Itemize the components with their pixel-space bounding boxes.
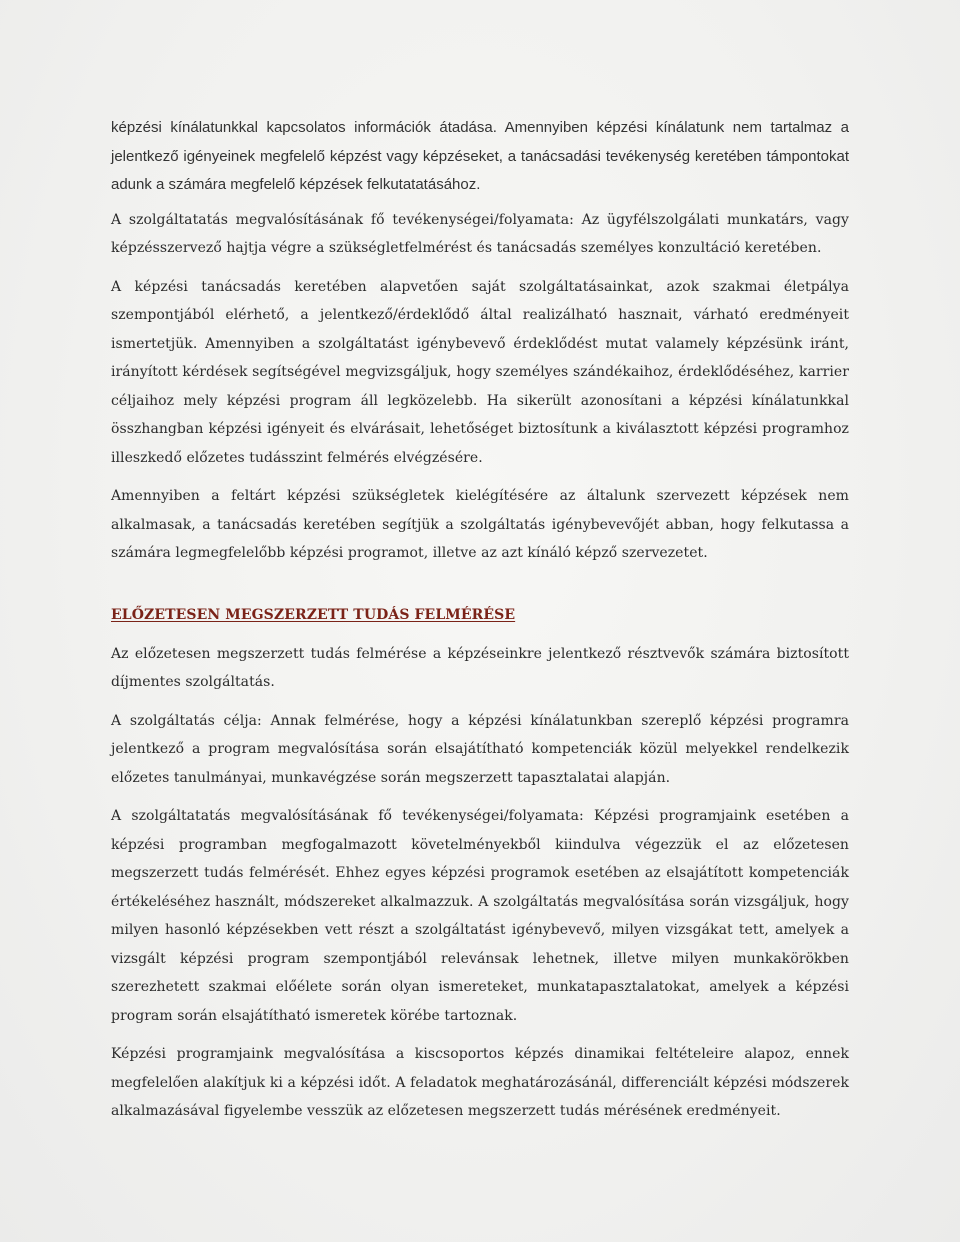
section1-paragraph-2: A képzési tanácsadás keretében alapvetően saját szolgáltatásainkat, azok szakmai életpálya szempontjából elérhető, a jelentkező/érdeklődő által realizálható hasznait, várható eredményeit ismertetjük. Amennyiben a szolgáltatást igénybevevő érdeklődést mutat valamely képzésünk iránt, irányított kérdések segítségével megvizsgáljuk, hogy személyes szándékaihoz, érdeklődéséhez, karrier céljaihoz mely képzési program áll legközelebb. Ha sikerült azonosítani a képzési kínálatunkkal összhangban képzési igényeit és elvárásait, lehetőséget biztosítunk a kiválasztott képzési programhoz illeszkedő előzetes tudásszint felmérés elvégzésére. [111,278,849,466]
section2-paragraph-1: Az előzetesen megszerzett tudás felmérése a képzéseinkre jelentkező résztvevők számára biztosított díjmentes szolgáltatás. [111,645,849,690]
section-heading: ELŐZETESEN MEGSZERZETT TUDÁS FELMÉRÉSE [111,606,516,623]
section2-paragraph-2: A szolgáltatás célja: Annak felmérése, hogy a képzési kínálatunkban szereplő képzési programra jelentkező a program megvalósítása során elsajátítható kompetenciák közül melyekkel rendelkezik előzetes tanulmányai, munkavégzése során megszerzett tapasztalatai alapján. [111,712,849,786]
section1-paragraph-1: A szolgáltatatás megvalósításának fő tevékenységei/folyamata: Az ügyfélszolgálati munkatárs, vagy képzésszervező hajtja végre a szükségletfelmérést és tanácsadás személyes konzultáció keretében. [111,211,849,256]
section1-paragraph-3: Amennyiben a feltárt képzési szükségletek kielégítésére az általunk szervezett képzések nem alkalmasak, a tanácsadás keretében segítjük a szolgáltatás igénybevevőjét abban, hogy felkutassa a számára legmegfelelőbb képzési programot, illetve az azt kínáló képző szervezetet. [111,488,849,561]
document-page [111,114,849,1136]
section2-paragraph-4: Képzési programjaink megvalósítása a kiscsoportos képzés dinamikai feltételeire alapoz, ennek megfelelően alakítjuk ki a képzési időt. A feladatok meghatározásánál, differenciált képzési módszerek alkalmazásával figyelembe vesszük az előzetesen megszerzett tudás mérésének eredményeit. [111,1046,849,1119]
section2-paragraph-3: A szolgáltatatás megvalósításának fő tevékenységei/folyamata: Képzési programjaink esetében a képzési programban megfogalmazott követelményekből kiindulva végezzük el az előzetesen megszerzett tudás felmérését. Ehhez egyes képzési programok esetében az elsajátított kompetenciák értékeléséhez használt, módszereket alkalmazzuk. A szolgáltatás megvalósítása során vizsgáljuk, hogy milyen hasonló képzésekben vett részt a szolgáltatást igénybevevő, milyen vizsgákat tett, amelyek a vizsgált képzési program szempontjából relevánsak lehetnek, illetve milyen munkakörökben szerezhetett szakmai előélete során olyan ismereteket, munkatapasztalatokat, amelyek a képzési program során elsajátítható ismeretek körébe tartoznak. [111,808,849,1024]
intro-paragraph: képzési kínálatunkkal kapcsolatos információk átadása. Amennyiben képzési kínálatunk nem tartalmaz a jelentkező igényeinek megfelelő képzést vagy képzéseket, a tanácsadási tevékenység keretében támpontokat adunk a számára megfelelő képzések felkutatatásához. [111,119,849,193]
